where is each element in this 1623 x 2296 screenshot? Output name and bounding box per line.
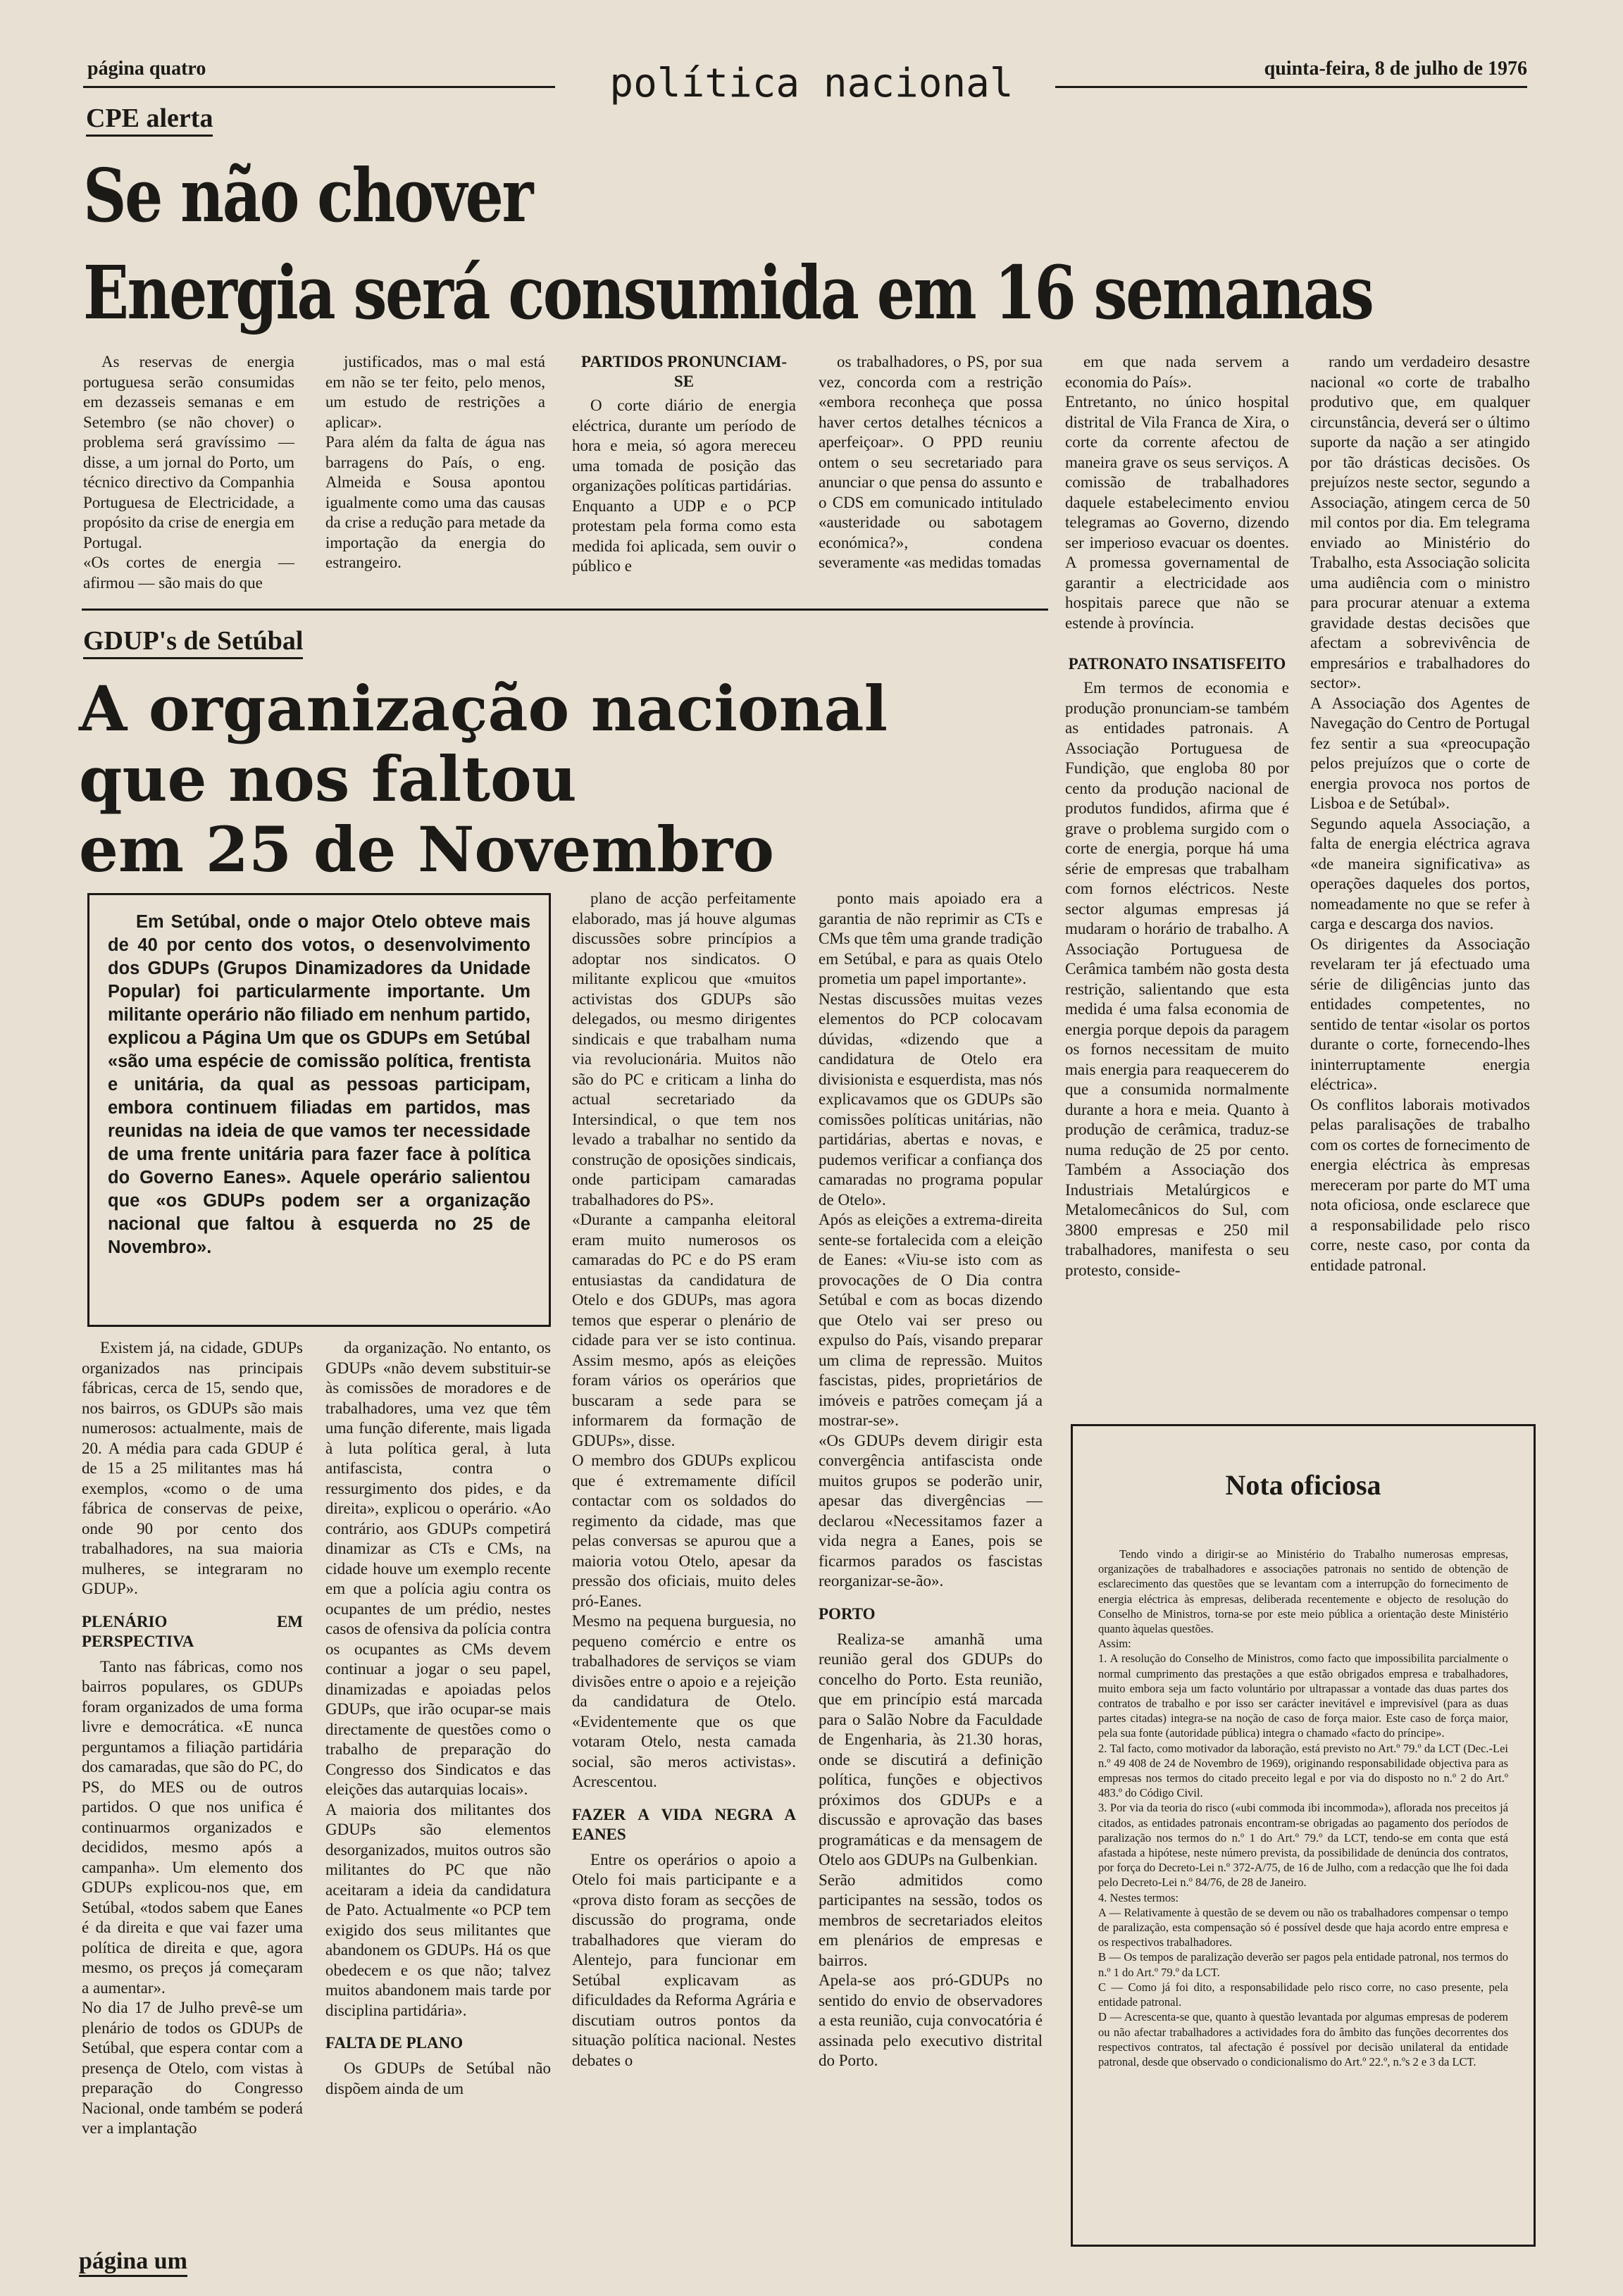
article2-kicker: GDUP's de Setúbal (83, 625, 303, 656)
article1-bottom-rule (82, 609, 1048, 611)
nota-oficiosa-title: Nota oficiosa (1225, 1469, 1381, 1501)
article1-col3: PARTIDOS PRONUNCIAM-SE O corte diário de energia eléctrica, durante um período de hora e meia, só agora mereceu uma tomada de posição das organizações políticas partidárias. Enquanto a UDP e o PCP protestam pela forma como esta medida foi aplicada, sem ouvir o público e (572, 353, 796, 575)
page-number-label: página quatro (87, 58, 206, 80)
article2-col-d: ponto mais apoiado era a garantia de não reprimir as CTs e CMs que têm uma grande tradição em Setúbal, e para as quais Otelo prometia um papel importante». Nestas discussões muitas vezes elementos do PCP colocavam dúvidas, «dizendo que a candidatura de Otelo era divisionista e esquerdista, mas nós explicavamos que os GDUPs são comissões políticas unitárias, não partidárias, abertas e novas, e pudemos verificar a confiança dos camaradas no programa popular de Otelo». Após as eleições a extrema-direita sente-se fortalecida com a eleição de Eanes: «Viu-se isto com as provocações de O Dia contra Setúbal e com as bocas dizendo que Otelo vai ser preso ou expulso do País, visando preparar um clima de repressão. Muitos fascistas, pides, proprietários de imóveis e patrões começam já a mostrar-se». «Os GDUPs devem dirigir esta convergência antifascista onde muitos grupos se poderão unir, apesar das divergências — declarou «Necessitamos fazer a vida negra a Eanes, pois se ficarmos parados os fascistas reorganizar-se-ão». PORTO Realiza-se amanhã uma reunião geral dos GDUPs do concelho do Porto. Esta reunião, que em princípio está marcada para o Salão Nobre da Faculdade de Engenharia, às 21.30 horas, onde se discutirá a definição política, funções e objectivos próximos dos GDUPs e a discussão e aprovação das bases programáticas e da mensagem de Otelo aos GDUPs na Gulbenkian. Serão admitidos como participantes na sessão, todos os membros de secretariados eleitos em plenários de empresas e bairros. Apela-se aos pró-GDUPs no sentido do envio de observadores a esta reunião, cuja convocatória é assinada pelo executivo distrital do Porto. (819, 890, 1043, 2069)
article2-col-b: da organização. No entanto, os GDUPs «não devem substituir-se às comissões de moradores e de trabalhadores, uma vez que têm uma função diferente, mais ligada à luta política geral, à luta antifascista, contra o ressurgimento dos pides, e da direita», explicou o operário. «Ao contrário, aos GDUPs competirá dinamizar as CTs e CMs, na cidade houve um exemplo recente em que a polícia agiu contra os ocupantes de um prédio, nestes casos de ofensiva da polícia contra os ocupantes as CMs devem continuar a jogar o seu papel, dinamizadas e apoiadas pelos GDUPs, que irão ocupar-se mais directamente de questões como o trabalho de preparação do Congresso dos Sindicatos e das eleições das autarquias locais». A maioria dos militantes dos GDUPs são elementos desorganizados, muitos outros são militantes do PC que não aceitaram a ideia da candidatura de Pato. Actualmente «o PCP tem exigido dos seus militantes que abandonem os GDUPs. Há os que obedecem e os que não; talvez muitos abandonem mais tarde por disciplina partidária». FALTA DE PLANO Os GDUPs de Setúbal não dispõem ainda de um (325, 1339, 551, 2097)
article1-col2: justificados, mas o mal está em não se ter feito, pelo menos, um estudo de restrições a aplicar». Para além da falta de água nas barragens do País, o eng. Almeida e Sousa apontou igualmente como uma das causas da crise a redução para metade da importação da energia do estrangeiro. (325, 353, 545, 571)
article2-col-a: Existem já, na cidade, GDUPs organizados nas principais fábricas, cerca de 15, sendo que, nos bairros, os GDUPs são mais numerosos: actualmente, mais de 20. A média para cada GDUP é de 15 a 25 militantes mas há exemplos, «como o de uma fábrica de conservas de peixe, onde 90 por cento dos trabalhadores, na sua maioria mulheres, se integraram no GDUP». PLENÁRIO EM PERSPECTIVA Tanto nas fábricas, como nos bairros populares, os GDUPs foram organizados de uma forma livre e democrática. «E nunca perguntamos a filiação partidária dos camaradas, que são do PC, do PS, do MES ou de outros partidos. O que nos unifica é continuarmos organizados e decididos, mesmo após a campanha». Um elemento dos GDUPs explicou-nos que, em Setúbal, «todos sabem que Eanes é da direita e que vai fazer uma política de direita e que, agora mesmo, os preços já começaram a aumentar». No dia 17 de Julho prevê-se um plenário de todos os GDUPs de Setúbal, que espera contar com a presença de Otelo, com vistas à preparação do Congresso Nacional, onde também se poderá ver a implantação (82, 1339, 303, 2137)
article1-kicker: CPE alerta (86, 103, 213, 134)
section-title: política nacional (0, 61, 1623, 106)
article1-headline-line2: Energia será consumida em 16 semanas (83, 249, 1373, 336)
article1-col6: rando um verdadeiro desastre nacional «o corte de trabalho produtivo que, em qualquer circunstância, deverá ser o último suporte da nação a ser atingido por tão drásticas decisões. Os prejuízos neste sector, segundo a Associação, atingem cerca de 50 mil contos por dia. Em telegrama enviado ao Ministério do Trabalho, esta Associação solicita uma audiência com o ministro para procurar atenuar a extema gravidade destas decisões que afectam a sobrevivência de empresários e trabalhadores do sector». A Associação dos Agentes de Navegação do Centro de Portugal fez sentir a sua «preocupação pelos prejuízos que o corte de energia provoca nos portos de Lisboa e de Setúbal». Segundo aquela Associação, a falta de energia eléctrica agrava «de maneira significativa» as operações daqueles dos portos, nomeadamente no que se refer à carga e descarga dos navios. Os dirigentes da Associação revelaram ter já efectuado uma série de diligências junto das entidades competentes, no sentido de tentar «isolar os portos durante o corte, fornecendo-lhes ininterruptamente energia eléctrica». Os conflitos laborais motivados pelas paralisações de trabalho com os cortes de fornecimento de energia eléctrica às empresas mereceram por parte do MT uma nota oficiosa, onde esclarece que a responsabilidade pelo risco corre, neste caso, por conta da entidade patronal. (1310, 353, 1530, 1274)
nota-oficiosa-box (1071, 1424, 1536, 2247)
footer-label: página um (79, 2248, 187, 2277)
lead-box (87, 893, 551, 1327)
article1-col1: As reservas de energia portuguesa serão consumidas em dezasseis semanas e em Setembro (se não chover) o problema será gravíssimo — disse, a um jornal do Porto, um técnico directivo da Companhia Portuguesa de Electricidade, a propósito da crise de energia em Portugal. «Os cortes de energia — afirmou — são mais do que (83, 353, 294, 592)
article1-col5: em que nada servem a economia do País». Entretanto, no único hospital distrital de Vila Franca de Xira, o corte da corrente afectou de maneira grave os seus serviços. A comissão de trabalhadores daquele estabelecimento enviou telegramas ao Governo, dizendo ser imperioso evacuar os doentes. A promessa governamental de garantir a electricidade aos hospitais parece que não se estende à província. PATRONATO INSATISFEITO Em termos de economia e produção pronunciam-se também as entidades patronais. A Associação Portuguesa de Fundição, que engloba 80 por cento da produção nacional de produtos fundidos, afirma que é grave o problema surgido com o corte de energia, porque há uma série de empresas que trabalham com fornos eléctricos. Neste sector algumas empresas já mudaram o horário de trabalho. A Associação Portuguesa de Cerâmica também não gosta desta restrição, salientando que esta medida é uma falsa economia de energia porque depois da paragem os fornos necessitam de muito mais energia para reaquecerem do que a consumida normalmente durante a hora e meia. Quanto à produção de cerâmica, traduz-se numa redução de 25 por cento. Também a Associação dos Industriais Metalúrgicos e Metalomecânicos do Sul, com 3800 empresas e 250 mil trabalhadores, manifesta o seu protesto, conside- (1065, 353, 1289, 1279)
article1-headline-line1: Se não chover (83, 152, 532, 239)
article2-headline-line2: que nos faltou (79, 742, 577, 816)
subhead-partidos: PARTIDOS PRONUNCIAM-SE (580, 353, 787, 390)
article2-lead: Em Setúbal, onde o major Otelo obteve mais de 40 por cento dos votos, o desenvolvimento dos GDUPs (Grupos Dinamizadores da Unidade Popular) foi particularmente importante. Um militante operário não filiado em nenhum partido, explicou a Página Um que os GDUPs em Setúbal «são uma espécie de comissão política, frentista e unitária, da qual as pessoas participam, embora continuem filiadas em partidos, mas reunidas na ideia de que vamos ter necessidade de uma frente unitária para fazer face à política do Governo Eanes». Aquele operário salientou que «os GDUPs podem ser a organização nacional que faltou à esquerda no 25 de Novembro». (108, 912, 530, 1257)
subhead-plenario: PLENÁRIO EM PERSPECTIVA (82, 1612, 303, 1650)
issue-date: quinta-feira, 8 de julho de 1976 (1264, 58, 1527, 80)
subhead-falta-de-plano: FALTA DE PLANO (325, 2034, 464, 2052)
subhead-fazer-a-vida-negra: FAZER A VIDA NEGRA A EANES (572, 1805, 796, 1843)
article2-headline-line3: em 25 de Novembro (79, 813, 774, 886)
article2-col-c: plano de acção perfeitamente elaborado, mas já houve algumas discussões sobre princípios a adoptar nos sindicatos. O militante explicou que «muitos activistas dos GDUPs são delegados, ou mesmo dirigentes sindicais e que trabalham numa via revolucionária. Muitos não são do PC e criticam a linha do actual secretariado da Intersindical, o que tem nos levado a trabalhar no sentido da construção de oposições sindicais, onde participam camaradas trabalhadores do PS». «Durante a campanha eleitoral eram muito numerosos os camaradas do PC e do PS eram entusiastas da candidatura de Otelo e dos GDUPs, mas agora temos que esperar o plenário de cidade para ver se isto continua. Assim mesmo, após as eleições foram vários os operários que buscaram a sede para se informarem da formação de GDUPs», disse. O membro dos GDUPs explicou que é extremamente difícil contactar com os soldados do regimento da cidade, mas que pelas conversas se apurou que a maioria votou Otelo, apesar da pressão dos oficiais, muito deles pró-Eanes. Mesmo na pequena burguesia, no pequeno comércio e entre os trabalhadores de serviços se viam divisões entre o apoio e a rejeição da candidatura de Otelo. «Evidentemente que os que votaram Otelo, nesta camada social, são meros activistas». Acrescentou. FAZER A VIDA NEGRA A EANES Entre os operários o apoio a Otelo foi mais participante e a «prova disto foram as secções de discussão do programa, onde trabalhadores que vieram do Alentejo, para funcionar em Setúbal explicavam as dificuldades da Reforma Agrária e discutiam outros pontos da situação política nacional. Nestes debates o (572, 890, 796, 2069)
nota-oficiosa-text: Tendo vindo a dirigir-se ao Ministério do Trabalho numerosas empresas, organizações de trabalhadores e associações patronais no sentido de obtenção de esclarecimento das questões que se levantam com a interrupção do fornecimento de energia eléctrica às empresas, deliberada recentemente e objecto de resolução do Conselho de Ministros, torna-se por este meio pública a orientação deste Ministério quanto àquelas questões. Assim: 1. A resolução do Conselho de Ministros, como facto que impossibilita parcialmente o normal cumprimento das prestações a que estão obrigados empresa e trabalhadores, muito embora seja um facto voluntário por ultrapassar a vontade das duas partes dos contratos de trabalho e por isso ser carácter inevitável e imprevisível (para as duas partes citadas) integra-se na noção de caso de força maior. Este caso de força maior, pela sua fonte (autoridade pública) integra o chamado «facto do príncipe». 2. Tal facto, como motivador da laboração, está previsto no Art.º 79.º da LCT (Dec.-Lei n.º 49 408 de 24 de Novembro de 1969), originando responsabilidade objectiva para as empresas nos termos do citado preceito legal e por via do disposto no n.º 2 do Art.º 483.º do Código Civil. 3. Por via da teoria do risco («ubi commoda ibi incommoda»), aflorada nos preceitos já citados, as entidades patronais encontram-se obrigadas ao pagamento dos períodos de paralização nos termos do n.º 1 do Art.º 79.º da LCT, tendo-se em conta que está afastada a hipótese, neste número prevista, da possibilidade de denúncia dos contratos, por força do Decreto-Lei n.º 372-A/75, de 16 de Julho, com a redacção que lhe foi dada pelo Decreto-Lei n.º 84/76, de 28 de Janeiro. 4. Nestes termos: A — Relativamente à questão de se devem ou não os trabalhadores compensar o tempo de paralização, esta compensação só é possível desde que haja acordo entre empresa e os respectivos trabalhadores. B — Os tempos de paralização deverão ser pagos pela entidade patronal, nos termos do n.º 1 do Art.º 79.º da LCT. C — Como já foi dito, a responsabilidade pelo risco corre, no caso presente, pela entidade patronal. D — Acrescenta-se que, quanto à questão levantada por algumas empresas de poderem ou não afectar trabalhadores a actividades fora do âmbito das funções decorrentes dos respectivos contratos, tal afectação é possível por decisão unilateral da entidade patronal, desde que observado o condicionalismo do Art.º 22.º, n.ºs 2 e 3 da LCT. (1098, 1547, 1508, 2069)
subhead-patronato: PATRONATO INSATISFEITO (1068, 655, 1286, 673)
article2-headline-line1: A organização nacional (79, 672, 888, 745)
subhead-porto: PORTO (819, 1604, 876, 1623)
article1-col4: os trabalhadores, o PS, por sua vez, concorda com a restrição «embora reconheça que possa haver certos detalhes técnicos a aperfeiçoar». O PPD reuniu ontem o seu secretariado para anunciar o que pensa do assunto e o CDS em comunicado intitulado «austeridade ou sabotagem económica?», condena severamente «as medidas tomadas (819, 353, 1043, 571)
